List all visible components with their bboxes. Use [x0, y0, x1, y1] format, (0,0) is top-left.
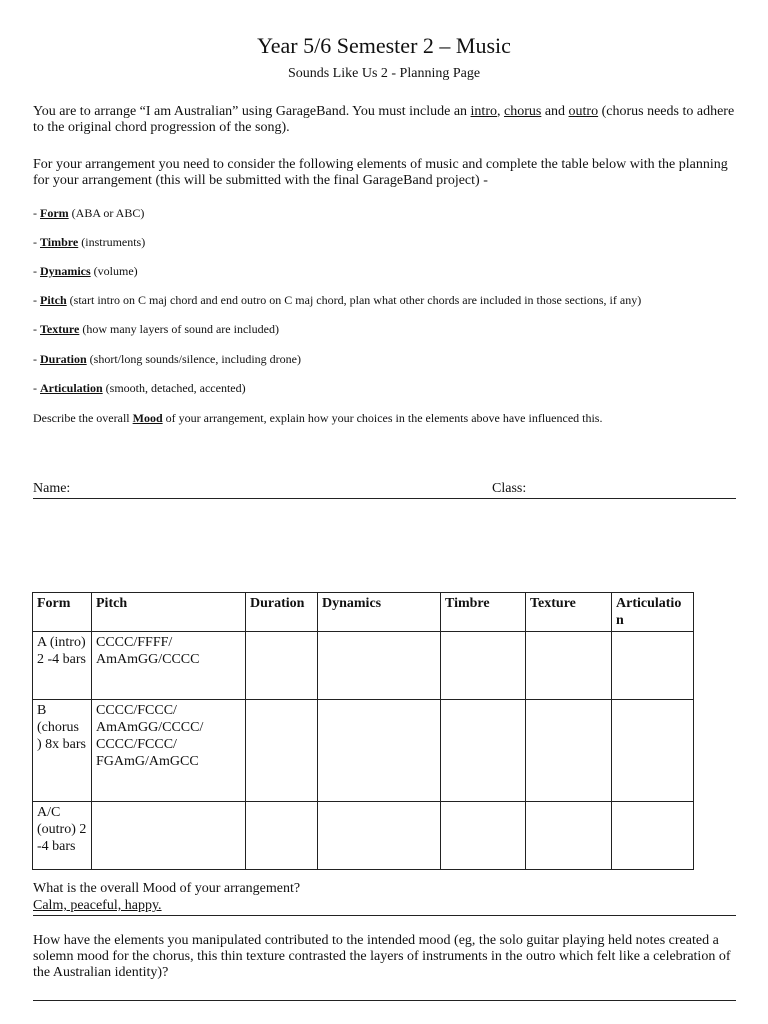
- header-articulation: Articulatio n: [612, 593, 694, 632]
- name-class-line[interactable]: [33, 498, 736, 499]
- element-texture: - Texture (how many layers of sound are included): [33, 322, 279, 336]
- intro-paragraph: You are to arrange “I am Australian” using GarageBand. You must include an intro, chorus and outro (chorus needs to adhere to the original chord progression of the song).: [33, 104, 735, 135]
- dynamics-cell[interactable]: [318, 700, 441, 802]
- texture-cell[interactable]: [526, 802, 612, 870]
- pitch-cell[interactable]: CCCC/FFFF/ AmAmGG/CCCC: [92, 632, 246, 700]
- table-row: [33, 632, 694, 700]
- element-pitch: - Pitch (start intro on C maj chord and end outro on C maj chord, plan what other chords are included in those sections, if any): [33, 293, 642, 307]
- form-cell: A (intro) 2 -4 bars: [33, 632, 92, 700]
- texture-cell[interactable]: [526, 632, 612, 700]
- timbre-cell[interactable]: [441, 802, 526, 870]
- texture-cell[interactable]: [526, 700, 612, 802]
- pitch-cell[interactable]: [92, 802, 246, 870]
- element-dynamics: - Dynamics (volume): [33, 264, 138, 278]
- articulation-cell[interactable]: [612, 700, 694, 802]
- header-duration: Duration: [246, 593, 318, 632]
- name-label: Name:: [33, 481, 71, 496]
- table-row: [33, 802, 694, 870]
- intro-word: intro: [470, 104, 497, 119]
- planning-table: [32, 592, 694, 870]
- timbre-cell[interactable]: [441, 700, 526, 802]
- header-form: Form: [33, 593, 92, 632]
- element-form: - Form (ABA or ABC): [33, 206, 145, 220]
- timbre-cell[interactable]: [441, 632, 526, 700]
- duration-cell[interactable]: [246, 700, 318, 802]
- mood-prompt: Describe the overall Mood of your arrangement, explain how your choices in the elements above have influenced this.: [33, 411, 603, 425]
- chorus-word: chorus: [504, 104, 542, 119]
- page-subtitle: Sounds Like Us 2 - Planning Page: [287, 66, 481, 81]
- element-timbre: - Timbre (instruments): [33, 235, 146, 249]
- articulation-cell[interactable]: [612, 802, 694, 870]
- duration-cell[interactable]: [246, 802, 318, 870]
- elements-question: How have the elements you manipulated contributed to the intended mood (eg, the solo guitar playing held notes created a solemn mood for the chorus, this thin texture contrasted the layers of instruments in the outro which felt like a celebration of the Australian identity)?: [33, 933, 731, 980]
- page-title: Year 5/6 Semester 2 – Music: [257, 33, 511, 58]
- class-label: Class:: [492, 481, 527, 496]
- table-row: [33, 700, 694, 802]
- dynamics-cell[interactable]: [318, 632, 441, 700]
- mood-question: What is the overall Mood of your arrangement?: [33, 881, 301, 896]
- element-articulation: - Articulation (smooth, detached, accented): [33, 381, 246, 395]
- form-cell: B (chorus ) 8x bars: [33, 700, 92, 802]
- dynamics-cell[interactable]: [318, 802, 441, 870]
- header-texture: Texture: [526, 593, 612, 632]
- form-cell: A/C (outro) 2 -4 bars: [33, 802, 92, 870]
- instructions-paragraph: For your arrangement you need to consider the following elements of music and complete the table below with the planning for your arrangement (this will be submitted with the final GarageBand project) -: [33, 157, 728, 188]
- header-pitch: Pitch: [92, 593, 246, 632]
- mood-answer[interactable]: Calm, peaceful, happy.: [33, 898, 162, 913]
- table-header-row: [33, 593, 694, 632]
- header-dynamics: Dynamics: [318, 593, 441, 632]
- element-duration: - Duration (short/long sounds/silence, including drone): [33, 352, 301, 366]
- elements-answer-line[interactable]: [33, 1000, 736, 1001]
- articulation-cell[interactable]: [612, 632, 694, 700]
- outro-word: outro: [568, 104, 599, 119]
- pitch-cell[interactable]: CCCC/FCCC/ AmAmGG/CCCC/ CCCC/FCCC/ FGAmG/AmGCC: [92, 700, 246, 802]
- header-timbre: Timbre: [441, 593, 526, 632]
- duration-cell[interactable]: [246, 632, 318, 700]
- mood-answer-line: [33, 915, 736, 916]
